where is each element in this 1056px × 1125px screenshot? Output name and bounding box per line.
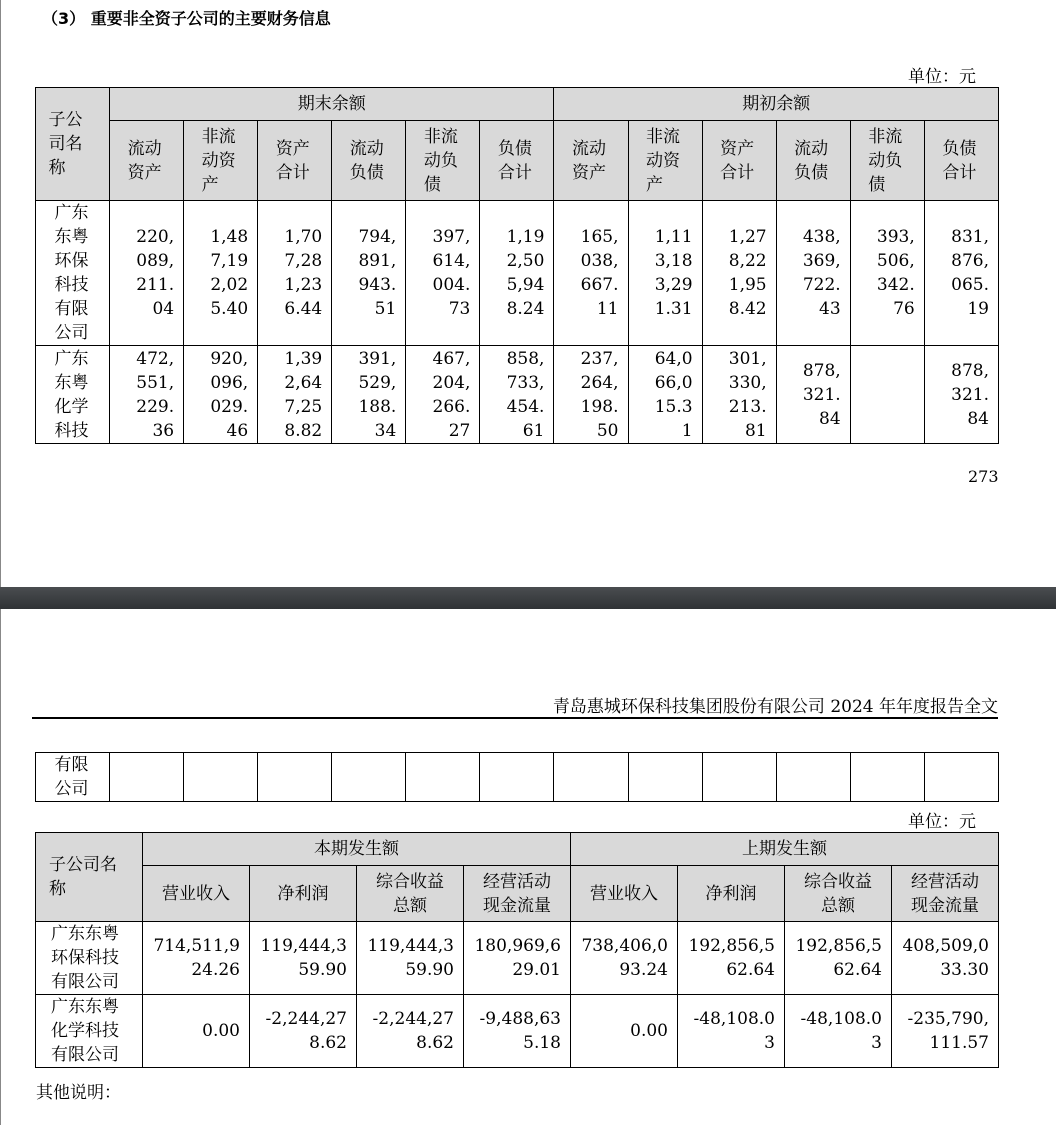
column-header: 营业收入 <box>571 866 678 922</box>
table-cell-value: 467,204,266.27 <box>406 346 480 444</box>
other-notes-label: 其他说明： <box>36 1083 121 1103</box>
table-cell-value: -48,108.03 <box>785 995 892 1068</box>
balance-table-continuation <box>35 752 999 802</box>
table-cell-value: 237,264,198.50 <box>554 346 628 444</box>
table-cell <box>924 753 998 802</box>
column-header: 非流动负债 <box>406 121 480 201</box>
name-header: 子公司名称 <box>36 833 143 922</box>
column-header: 流动资产 <box>554 121 628 201</box>
table-cell-value: -2,244,278.62 <box>357 995 464 1068</box>
table-cell <box>702 753 776 802</box>
table-cell <box>554 753 628 802</box>
table-cell-value: 64,066,015.31 <box>628 346 702 444</box>
page-edge <box>0 0 1 587</box>
table-cell-name: 广东东粤化学科技 <box>36 346 110 444</box>
table-cell-value: -235,790,111.57 <box>892 995 999 1068</box>
column-header: 非流动资产 <box>628 121 702 201</box>
unit-label: 单位：元 <box>908 67 976 87</box>
table-cell <box>258 753 332 802</box>
table-cell-value: 119,444,359.90 <box>250 922 357 995</box>
table-cell-value: 831,876,065.19 <box>924 201 998 346</box>
table-cell <box>850 753 924 802</box>
group-begin-header: 期初余额 <box>554 88 999 121</box>
table-cell-value: -2,244,278.62 <box>250 995 357 1068</box>
table-cell-value: 472,551,229.36 <box>110 346 184 444</box>
group-current-header: 本期发生额 <box>143 833 571 866</box>
table-cell-name: 有限公司 <box>36 753 110 802</box>
table-cell-value: 408,509,033.30 <box>892 922 999 995</box>
column-header: 经营活动现金流量 <box>464 866 571 922</box>
unit-label: 单位：元 <box>908 812 976 832</box>
table-cell-value: 397,614,004.73 <box>406 201 480 346</box>
table-cell-value <box>850 346 924 444</box>
table-cell-value: 794,891,943.51 <box>332 201 406 346</box>
table-row <box>36 922 999 995</box>
report-header: 青岛惠城环保科技集团股份有限公司 2024 年年度报告全文 <box>552 697 998 717</box>
table-cell-value: 878,321.84 <box>924 346 998 444</box>
table-row <box>36 995 999 1068</box>
table-cell-value: 192,856,562.64 <box>785 922 892 995</box>
table-cell-value: 920,096,029.46 <box>184 346 258 444</box>
table-row <box>36 201 999 346</box>
column-header: 综合收益总额 <box>785 866 892 922</box>
page-number: 273 <box>968 467 999 486</box>
table-cell-value: 1,487,192,025.40 <box>184 201 258 346</box>
table-cell-value: 1,113,183,291.31 <box>628 201 702 346</box>
table-cell-value: 192,856,562.64 <box>678 922 785 995</box>
table-cell-value: 0.00 <box>571 995 678 1068</box>
column-header: 经营活动现金流量 <box>892 866 999 922</box>
table-cell-value: 714,511,924.26 <box>143 922 250 995</box>
table-cell-value: 393,506,342.76 <box>850 201 924 346</box>
header-rule <box>32 717 998 719</box>
table-cell-value: 1,707,281,236.44 <box>258 201 332 346</box>
column-header: 流动负债 <box>332 121 406 201</box>
table-cell <box>110 753 184 802</box>
column-header: 流动负债 <box>776 121 850 201</box>
column-header: 非流动资产 <box>184 121 258 201</box>
column-header: 流动资产 <box>110 121 184 201</box>
table-cell-value: 438,369,722.43 <box>776 201 850 346</box>
column-header: 非流动负债 <box>850 121 924 201</box>
table-cell <box>480 753 554 802</box>
table-cell-value: 878,321.84 <box>776 346 850 444</box>
table-cell-value: 165,038,667.11 <box>554 201 628 346</box>
page-edge <box>0 609 1 1125</box>
table-cell-name: 广东东粤环保科技有限公司 <box>36 922 143 995</box>
column-header: 资产合计 <box>702 121 776 201</box>
table-cell-value: -9,488,635.18 <box>464 995 571 1068</box>
table-cell <box>332 753 406 802</box>
table-cell-value: 738,406,093.24 <box>571 922 678 995</box>
table-cell <box>184 753 258 802</box>
table-cell-value: 1,278,221,958.42 <box>702 201 776 346</box>
table-cell-value: 391,529,188.34 <box>332 346 406 444</box>
table-cell <box>628 753 702 802</box>
balance-table <box>35 87 999 444</box>
column-header: 负债合计 <box>480 121 554 201</box>
section-title: （3） 重要非全资子公司的主要财务信息 <box>42 9 331 28</box>
column-header: 净利润 <box>250 866 357 922</box>
table-cell <box>776 753 850 802</box>
table-row <box>36 346 999 444</box>
column-header: 营业收入 <box>143 866 250 922</box>
income-table <box>35 832 999 1068</box>
name-header: 子公司名称 <box>36 88 110 201</box>
table-cell-value: 1,192,505,948.24 <box>480 201 554 346</box>
table-cell-name: 广东东粤化学科技有限公司 <box>36 995 143 1068</box>
table-cell-value: 1,392,647,258.82 <box>258 346 332 444</box>
table-cell-value: 301,330,213.81 <box>702 346 776 444</box>
column-header: 资产合计 <box>258 121 332 201</box>
table-cell-value: 0.00 <box>143 995 250 1068</box>
table-cell-value: 119,444,359.90 <box>357 922 464 995</box>
table-cell-value: 858,733,454.61 <box>480 346 554 444</box>
column-header: 负债合计 <box>924 121 998 201</box>
table-cell-value: 220,089,211.04 <box>110 201 184 346</box>
column-header: 净利润 <box>678 866 785 922</box>
column-header: 综合收益总额 <box>357 866 464 922</box>
page-divider <box>0 587 1056 609</box>
table-cell-value: 180,969,629.01 <box>464 922 571 995</box>
group-prior-header: 上期发生额 <box>571 833 999 866</box>
group-end-header: 期末余额 <box>110 88 554 121</box>
table-cell <box>406 753 480 802</box>
table-cell-name: 广东东粤环保科技有限公司 <box>36 201 110 346</box>
table-cell-value: -48,108.03 <box>678 995 785 1068</box>
